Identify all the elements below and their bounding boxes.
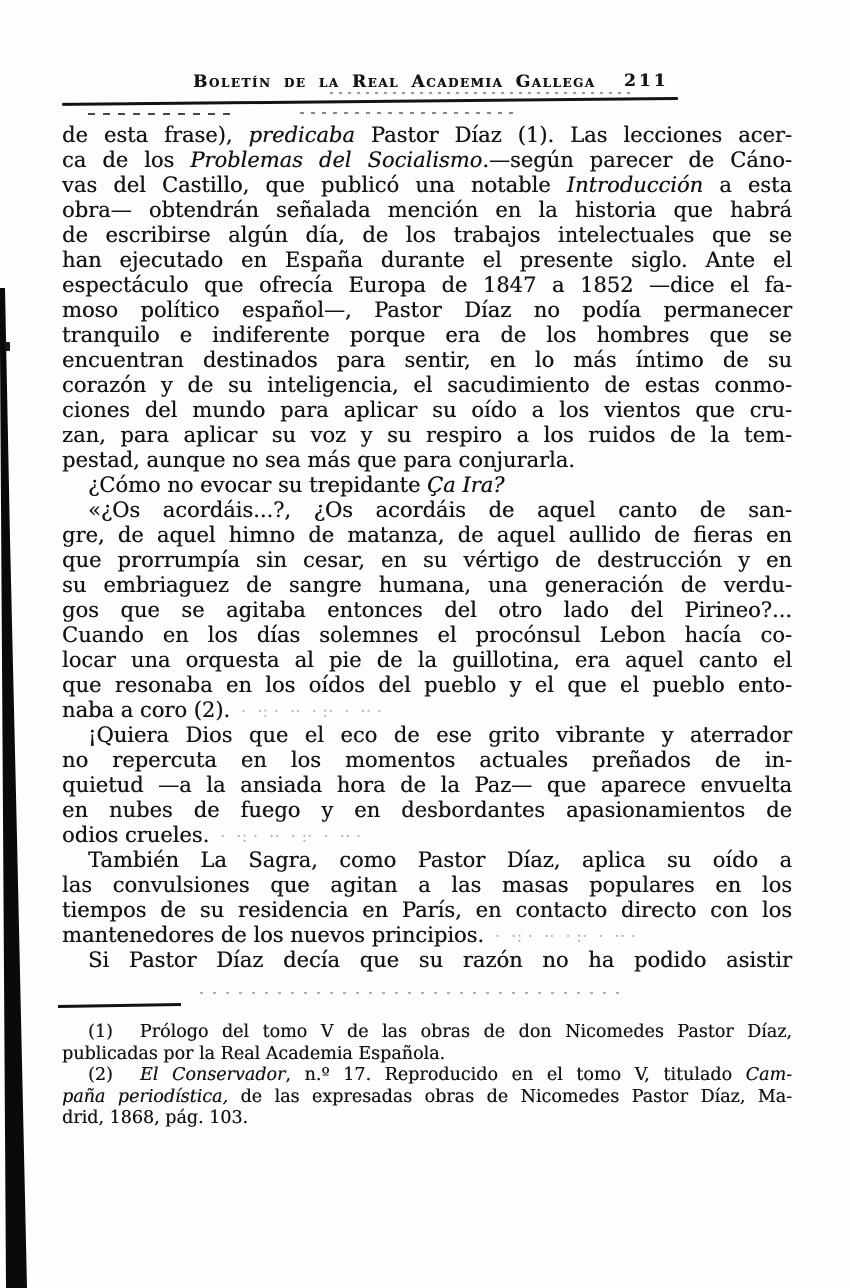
text-line: espectáculo que ofrecía Europa de 1847 a 1852 —dice el fa- (62, 273, 792, 297)
text-line: tranquilo e indiferente porque era de los hombres que se (62, 323, 792, 347)
text-line: han ejecutado en España durante el presente siglo. Ante el (62, 248, 792, 272)
scan-noise-dash (88, 113, 238, 115)
text-line: También La Sagra, como Pastor Díaz, aplica su oído a (88, 848, 792, 872)
text-line: (2) El Conservador, n.º 17. Reproducido en el tomo V, titulado Cam- (88, 1065, 792, 1085)
text-line: tiempos de su residencia en París, en contacto directo con los (62, 898, 792, 922)
header-rule (62, 97, 678, 106)
text-line: de escribirse algún día, de los trabajos intelectuales que se (62, 223, 792, 247)
text-line: gos que se agitaba entonces del otro lado del Pirineo?... (62, 598, 792, 622)
text-line: naba a coro (2). · ·: · ·· · :· · ·· · (62, 698, 792, 723)
text-line: su embriaguez de sangre humana, una generación de verdu- (62, 573, 792, 597)
body-text (62, 123, 792, 973)
text-line: de esta frase), predicaba Pastor Díaz (1). Las lecciones acer- (62, 123, 793, 147)
text-line: corazón y de su inteligencia, el sacudimiento de estas conmo- (62, 373, 792, 397)
text-line: pestad, aunque no sea más que para conjurarla. (62, 448, 575, 472)
text-line: las convulsiones que agitan a las masas populares en los (62, 873, 792, 897)
text-line: vas del Castillo, que publicó una notable Introducción a esta (62, 173, 792, 197)
text-line: obra— obtendrán señalada mención en la historia que habrá (62, 198, 792, 222)
scan-noise-dash (330, 92, 630, 94)
scan-gutter-shadow (0, 288, 28, 1288)
text-line: ciones del mundo para aplicar su oído a los vientos que cru- (62, 398, 792, 422)
text-line: Si Pastor Díaz decía que su razón no ha podido asistir (88, 948, 792, 972)
page-number: 211 (624, 71, 669, 91)
text-line: quietud —a la ansiada hora de la Paz— que aparece envuelta (62, 773, 792, 797)
scan-noise-dash (300, 112, 520, 114)
text-line: Cuando en los días solemnes el procónsul Lebon hacía co- (62, 623, 792, 647)
text-line: encuentran destinados para sentir, en lo más íntimo de su (62, 348, 792, 372)
footnote-separator (58, 1003, 181, 1008)
journal-title: Boletín de la Real Academia Gallega (193, 72, 596, 92)
text-line: odios crueles. · ·: · ·· · :· · ·· · (62, 823, 792, 848)
text-line: ¡Quiera Dios que el eco de ese grito vibrante y aterrador (88, 723, 792, 747)
text-line: mantenedores de los nuevos principios. · ·: · ·· · :· · ·· · (62, 923, 792, 948)
text-line: publicadas por la Real Academia Española. (62, 1043, 446, 1064)
text-line: ¿Cómo no evocar su trepidante Ça Ira? (88, 473, 505, 497)
text-line: que prorrumpía sin cesar, en su vértigo de destrucción y en (62, 548, 792, 572)
text-line: locar una orquesta al pie de la guillotina, era aquel canto el (62, 648, 792, 672)
text-line: en nubes de fuego y en desbordantes apasionamientos de (62, 798, 792, 822)
text-line: paña periodística, de las expresadas obras de Nicomedes Pastor Díaz, Ma- (62, 1086, 792, 1107)
text-line: que resonaba en los oídos del pueblo y el que el pueblo ento- (62, 673, 792, 697)
scan-noise-dots (200, 992, 620, 994)
margin-ink-mark (5, 342, 10, 351)
footnotes (62, 1022, 792, 1130)
text-line: drid, 1868, pág. 103. (62, 1108, 249, 1128)
text-line: no repercuta en los momentos actuales preñados de in- (62, 748, 792, 772)
text-line: zan, para aplicar su voz y su respiro a los ruidos de la tem- (62, 423, 792, 447)
text-line: moso político español—, Pastor Díaz no podía permanecer (62, 298, 792, 322)
text-line: (1) Prólogo del tomo V de las obras de don Nicomedes Pastor Díaz, (88, 1022, 792, 1042)
text-line: «¿Os acordáis...?, ¿Os acordáis de aquel canto de san- (88, 498, 792, 522)
text-line: ca de los Problemas del Socialismo.—según parecer de Cáno- (62, 148, 792, 172)
text-line: gre, de aquel himno de matanza, de aquel aullido de fieras en (62, 523, 792, 547)
